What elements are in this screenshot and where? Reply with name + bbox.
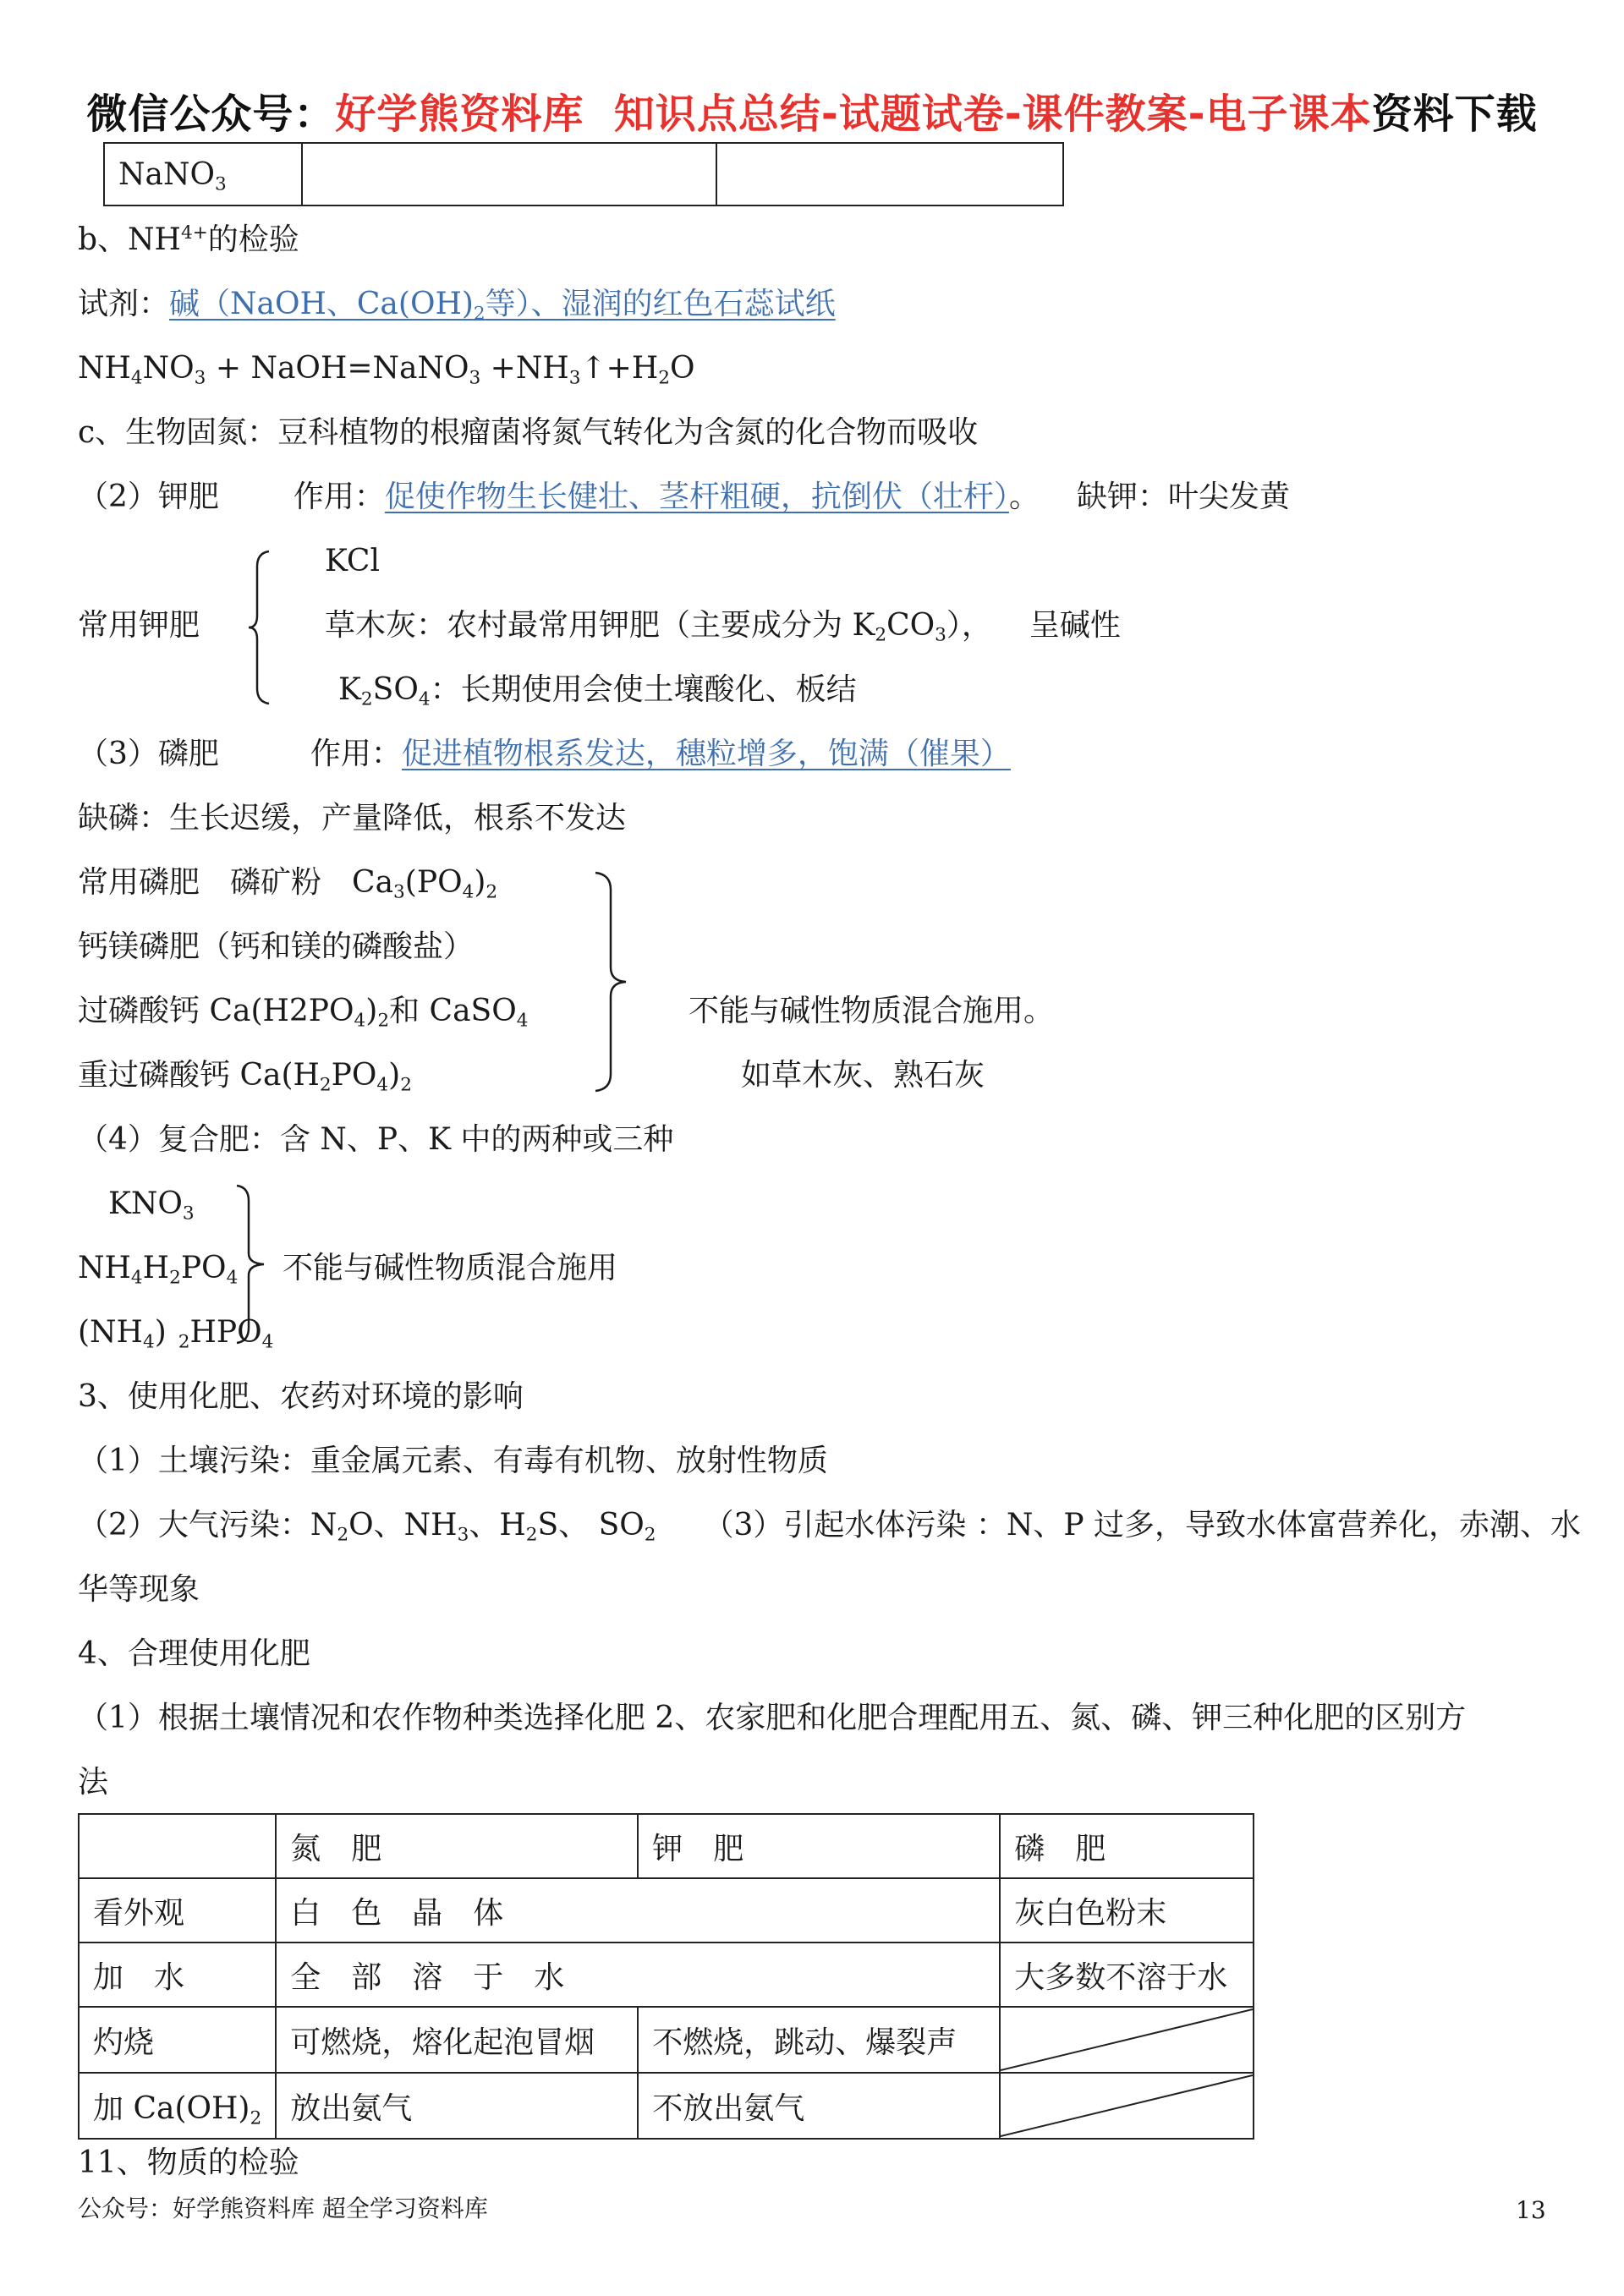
potash-line: （2）钾肥 作用：促使作物生长健壮、茎杆粗硬，抗倒伏（壮杆）。 缺钾：叶尖发黄: [78, 479, 1290, 514]
table-head-phosphate: 磷 肥: [1000, 1814, 1254, 1878]
compound-nh4-2hpo4: $(NH_4)$ $_2HPO_4$: [78, 1315, 274, 1353]
fertilizer-compare-table: [78, 1813, 1254, 2140]
potash-brace: [247, 550, 272, 705]
top-table: [103, 142, 1064, 206]
usage-line-1: （1）根据土壤情况和农作物种类选择化肥 2、农家肥和化肥合理配用五、氮、磷、钾三种化肥的区别方: [78, 1701, 1467, 1735]
top-table-cell-empty-2: [716, 143, 1063, 205]
table-head-potash: 钾 肥: [638, 1814, 1000, 1878]
row-label-caoh2: 加 $Ca(OH)_2$: [79, 2073, 276, 2139]
phosphate-lack: 缺磷：生长迟缓，产量降低，根系不发达: [78, 801, 627, 836]
cell-water-p: 大多数不溶于水: [1000, 1943, 1254, 2007]
env-title: 3、使用化肥、农药对环境的影响: [78, 1379, 524, 1414]
usage-line-2: 法: [78, 1765, 109, 1800]
env-air-water: （2）大气污染：$N_2O$、$NH_3$、$H_2S$、 $SO_2$ （3）引起水体污染 ：N、P 过多，导致水体富营养化，赤潮、水: [78, 1508, 1582, 1546]
nh4-reagent: 试剂：碱（NaOH、$Ca(OH)_2$等）、湿润的红色石蕊试纸: [78, 287, 836, 325]
banner-brand: 好学熊资料库: [335, 90, 584, 138]
top-table-cell-empty-1: [302, 143, 716, 205]
phosphate-line: （3）磷肥 作用：促进植物根系发达，穗粒增多，饱满（催果）: [78, 737, 1011, 771]
cell-caoh2-n: 放出氨气: [276, 2073, 638, 2139]
cell-burn-n: 可燃烧，熔化起泡冒烟: [276, 2007, 638, 2073]
phosphate-item-rock: 常用磷肥 磷矿粉 $Ca_3(PO_4)_2$: [78, 865, 498, 903]
compound-title: （4）复合肥：含 N、P、K 中的两种或三种: [78, 1122, 674, 1157]
potash-item-kcl: KCl: [325, 544, 380, 578]
usage-title: 4、合理使用化肥: [78, 1636, 310, 1671]
page-number: 13: [1516, 2196, 1546, 2224]
cell-caoh2-k: 不放出氨气: [638, 2073, 1000, 2139]
table-row: [79, 1943, 1254, 2007]
banner-mid: 知识点总结-试题试卷-课件教案-电子课本: [613, 90, 1372, 138]
nh4-test-title: b、$NH^{4+}$的检验: [78, 222, 299, 257]
env-soil: （1）土壤污染：重金属元素、有毒有机物、放射性物质: [78, 1444, 828, 1478]
table-head-empty: [79, 1814, 276, 1878]
phosphate-item-super: 过磷酸钙 $Ca(H2PO_4)_2$和 CaSO$_4$: [78, 994, 529, 1032]
cell-appearance-nk: 白 色 晶 体: [276, 1878, 1000, 1943]
table-row: [79, 2007, 1254, 2073]
phosphate-note-2: 如草木灰、熟石灰: [741, 1058, 985, 1093]
cell-caoh2-p-empty: [1000, 2073, 1254, 2139]
nh4-equation: $NH_4NO_3$ + NaOH=NaNO$_3$ $+NH_3↑+H_2O$: [78, 351, 695, 389]
potash-item-k2so4: $K_2SO_4$：长期使用会使土壤酸化、板结: [338, 672, 857, 710]
table-head-nitrogen: 氮 肥: [276, 1814, 638, 1878]
cell-burn-p-empty: [1000, 2007, 1254, 2073]
cell-burn-k: 不燃烧，跳动、爆裂声: [638, 2007, 1000, 2073]
phosphate-brace: [592, 871, 629, 1093]
phosphate-item-camg: 钙镁磷肥（钙和镁的磷酸盐）: [78, 929, 475, 964]
phosphate-item-triple: 重过磷酸钙 $Ca(H_2PO_4)_2$: [78, 1058, 412, 1096]
footer-left: 公众号：好学熊资料库 超全学习资料库: [78, 2195, 488, 2222]
compound-kno3: $KNO_3$: [108, 1186, 195, 1225]
compound-brace: [233, 1184, 267, 1345]
potash-item-ash: 草木灰：农村最常用钾肥（主要成分为 $K_2CO_3$）， 呈碱性: [325, 608, 1121, 646]
diagonal-line: [1001, 2008, 1253, 2072]
banner-right: 资料下载: [1371, 90, 1538, 138]
compound-nh4h2po4: $NH_4H_2PO_4$: [78, 1251, 239, 1289]
bio-nitrogen-fixation: c、生物固氮：豆科植物的根瘤菌将氮气转化为含氮的化合物而吸收: [78, 415, 979, 450]
header-banner: [0, 81, 1624, 140]
cell-appearance-p: 灰白色粉末: [1000, 1878, 1254, 1943]
diagonal-line: [1001, 2074, 1253, 2138]
banner-left: 微信公众号：: [86, 90, 336, 138]
row-label-appearance: 看外观: [79, 1878, 276, 1943]
compound-note: 不能与碱性物质混合施用: [283, 1251, 618, 1285]
table-row: [79, 2073, 1254, 2139]
table-row: [79, 1878, 1254, 1943]
phosphate-note-1: 不能与碱性物质混合施用。: [689, 994, 1055, 1028]
row-label-burn: 灼烧: [79, 2007, 276, 2073]
env-water-cont: 华等现象: [78, 1572, 200, 1607]
section-11-title: 11、物质的检验: [78, 2145, 299, 2180]
row-label-water: 加 水: [79, 1943, 276, 2007]
cell-water-nk: 全 部 溶 于 水: [276, 1943, 1000, 2007]
potash-common-label: 常用钾肥: [78, 608, 200, 643]
top-table-cell-nano3: NaNO$_3$: [104, 143, 302, 205]
table-row: [79, 1814, 1254, 1878]
